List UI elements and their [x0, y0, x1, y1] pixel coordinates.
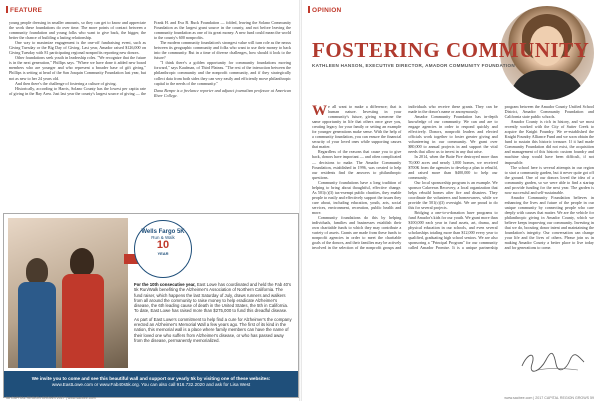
article-paragraph: In 2014, when the Butte Fire destroyed more than 70,000 acres and nearly 1,000 homes, we received $700K from the agencies to develop a plan to rebuild, and raised more than $400,000 to help our community. — [408, 154, 498, 180]
page-folio-left: 58 CAPITAL REGION GROWS 2017 | www.sacbee.com — [6, 396, 96, 400]
right-page — [302, 0, 600, 401]
ad-paragraph: East Lowe has coordinated and held the Fab 40's 5k Run/Walk benefiting the Alzheimer's Association of Northern California. The fund raiser, which happens the last Saturday of July, draws runners and walkers from all around the community to raise money to help eradicate Alzheimer's disease, the 6th leading cause of death in the United States, the 5th in California. To date, East Lowe has raised more than $275,000 to fund this dreadful disease. — [134, 282, 292, 314]
article-title: FOSTERING COMMUNITY — [312, 38, 590, 62]
article-paragraph: e all want to make a difference; that is human nature. Investing in your community's future, giving someone the same opportunity in life that others once gave you, creating legacy for your family or setting an example for younger generations make sense. With the help of a community foundation, you can ensure the financial security of your loved ones while supporting causes that matter. — [312, 104, 402, 150]
section-tag-feature: FEATURE — [6, 6, 42, 14]
ad-photo-runners — [8, 218, 128, 368]
article-paragraph: Amador Community Foundation believes in enhancing the lives and future of the people in our unique community by connecting people who care deeply with causes that matter. We are the vehicle for philanthropic giving in Amador County, which we believe keeps improving our community. Investing in that we do, boosting donor intent and maintaining the foundation's integrity. Our conversation can change your life and the lives of others. Please join us in making Amador County a better place to live today and for generations to come. — [504, 194, 594, 251]
article-paragraph: Community foundations do this by helping individuals, families and businesses establish their own charitable funds to which they may contribute a variety of assets. Grants are made from these funds to nonprofit agencies in order to meet the charitable goals of the donors, and their families may be actively involved in the selection of the nonprofit groups and individuals who receive these grants. They can be made in the donor's name or anonymously. — [312, 104, 498, 251]
article-byline: KATHLEEN HANSON, EXECUTIVE DIRECTOR, AMADOR COMMUNITY FOUNDATION — [312, 63, 515, 68]
ad-footer-banner — [4, 371, 298, 397]
article-paragraph: Community foundations have a long tradition of helping to bring about thoughtful, effective change. As 501(c)(3) tax-exempt public charities, they enable people to easily and effectively support the issues they care about, including education, youth, arts, social services, environment, recreation, public health and more. — [312, 179, 402, 215]
article-paragraph: The school here is several attempts in our region to start a community garden, but it never quite got off the ground. One of our donors loved the idea of a community garden, so we were able to find a startup and provide funding for the next year. The garden is now successful and self-sustainable. — [504, 164, 594, 195]
ad-footer-links[interactable]: www.EastLowe.com or www.Fab40s5k.org. You can also call 916.732.2020 and ask for Lisa West — [51, 382, 251, 387]
article-paragraph: Other foundations seek youth in leadership roles. "We recognize that the future is in the next generation," Phillips says. "Where we have done it added new board members who are younger and who represent a broader base of gift giving." Phillips is setting at head of the San Joaquin Community Foundation last year, but not as new to her 24 years old. — [9, 55, 146, 81]
article-paragraph: Amador County is rich in history, and we most recently worked with the City of Sutter Creek to acquire the Knight Foundry. We re-established the Knight Foundry Alliance Fund and we soon obtain the fund to sustain this historic treasure. If it had made Community Foundation did not exist, the acquisition and management of this historic custom foundry and machine shop would have been difficult, if not impossible. — [504, 119, 594, 165]
article-paragraph: One way to maximize engagement is the one-off fundraising event, such as Giving Tuesday or the Big Day of Giving. Last year, Amador raised $126,000 on Giving Tuesday with 81 participating regional nonprofits reporting new donors. — [9, 40, 146, 56]
page-folio-right: www.sacbee.com | 2017 CAPITAL REGION GROWS 59 — [504, 396, 594, 400]
fab40s-5k-logo: Wells Fargo 5K Run & Walk 10 YEAR — [134, 220, 192, 278]
author-signature — [518, 348, 588, 376]
ad-footer-invite: We invite you to come and see this beautiful wall and support our yearly 5k by visiting one of these websites: — [31, 376, 271, 381]
section-tag-opinion: OPINION — [308, 6, 342, 14]
article-paragraph: Our local sponsorship program is an example. We sponsor Calaveras Recovery, a local organization that helps rebuild homes after fire and disasters. They coordinate the volunteers and homeowners, while we provide the 501(c)(3) oversight. We are proud to do this for several projects. — [408, 179, 498, 210]
article-paragraph: Amador Community Foundation has in-depth knowledge of our community. We can and are to engage agencies in order to respond quickly and effectively. Donors, nonprofit leaders and elected officials work together to foster greater giving and volunteering in our community. We grant over $80,000 to annual projects in and support the vital needs that allow us to invest in any that arise. — [408, 114, 498, 155]
ad-paragraph: As part of East Lowe's commitment to help find a cure for Alzheimer's the company erected an Alzheimer's Memorial Wall a few years ago. The first of its kind in the nation, this memorial wall is a place where family members can have the name of their loved one who suffers from Alzheimer's disease, or who has passed away from the disease, permanently memorialized. — [134, 316, 292, 343]
article-paragraph: Bridging a one-to-a-donation have programs to fund Amador's kids for our youth. We grant more than $100,000 each year in fund assets, art, drama, and physical education in our schools, and even several scholarships totaling more than $12,000 every year to qualified, graduating high school seniors. We are also sponsoring a "Principal Program" for our community called Amador Promise. It is a unique partnership program between the Amador County Unified School District, Amador Community Foundation and California state public schools. — [408, 104, 594, 251]
article-paragraph: Historically, according to Harris, Solano County has the lowest per capita rate of giving in the Bay Area. Just last year the county's largest source of giving — the Frank H. and Eva B. Buck Foundation — folded, leaving the Solano Community Foundation as the largest grant source in the county, and not before leaving the community foundation as one of its great money. A new fund could mean the world to the county's 600 nonprofits. — [9, 20, 291, 96]
ad-body-text — [134, 282, 292, 346]
author-note: Dana Bempe is a freelance reporter and adjunct journalism professor at American River College. — [154, 87, 291, 98]
ad-lead: For the 10th consecutive year, — [134, 282, 196, 287]
article-paragraph: young people dressing in smaller amounts, so they can get to know and appreciate the work these foundations do over time. The more points of contact between a community foundation and young folks who want to give back, the bigger, the better the chance of building a lasting relationship. — [9, 20, 146, 41]
article-paragraph: And then there's the challenge of fostering a culture of giving. — [15, 80, 117, 86]
article-paragraph: The modern community foundation's strongest value will turn role as the nexus between its geographic community and folks who want to use their money to back into the community. But in a time of diverse challenges, how should it look to the future? — [154, 40, 291, 61]
article-paragraph: "I think there's a golden opportunity for community foundations moving forward," says Kaufman, of Third Plateau. "The rest of the interaction between the philanthropic community and the nonprofit community, and if they strategically collect data from both sides they can very easily and efficiently move philanthropic capital to the needs of the community." — [154, 60, 291, 86]
drop-cap: W — [312, 103, 327, 119]
feature-article-columns — [9, 20, 291, 212]
east-lowe-advertisement — [3, 213, 299, 398]
article-paragraph: Regardless of the reasons that cause you to give back, donors have important — and often complicated — decisions to make. The Amador Community Foundation, established in 1996, was created to help our residents find the answers to philanthropic questions. — [312, 149, 402, 180]
